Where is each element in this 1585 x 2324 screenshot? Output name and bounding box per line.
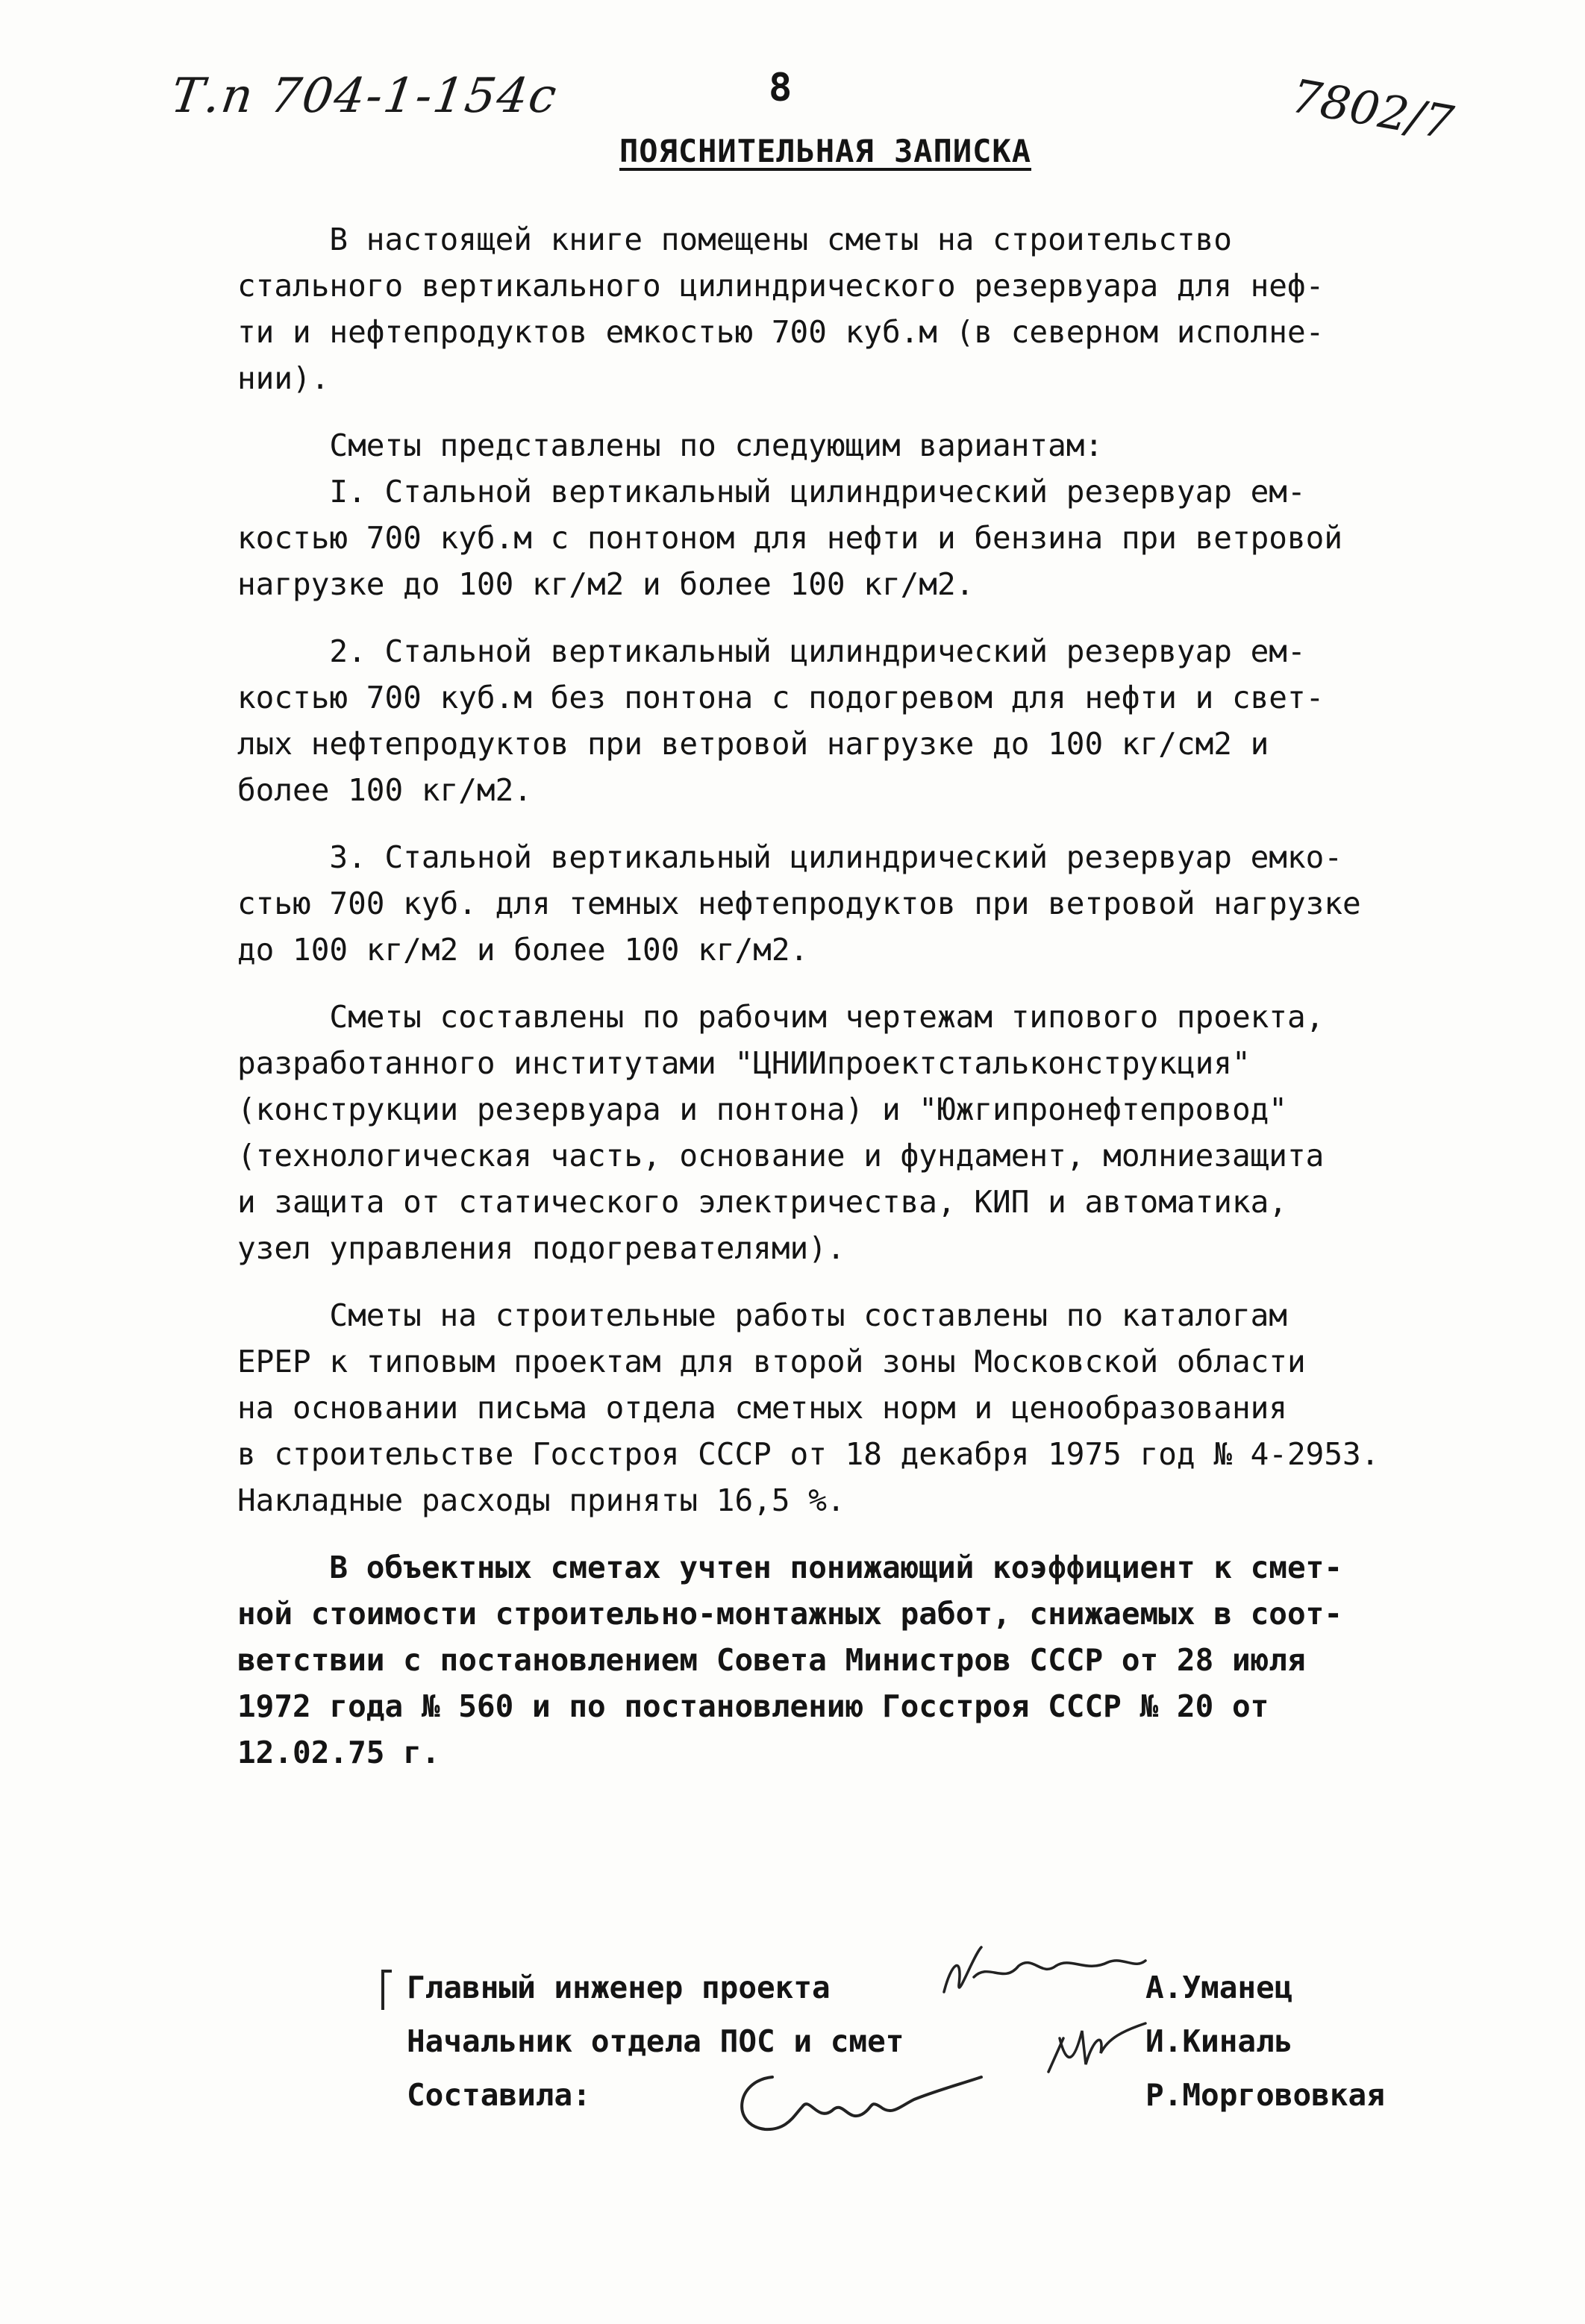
text-line: до 100 кг/м2 и более 100 кг/м2. bbox=[237, 932, 809, 968]
paragraph-variant-2 bbox=[237, 628, 1521, 813]
text-line: В объектных сметах учтен понижающий коэффициент к смет- bbox=[237, 1550, 1343, 1585]
text-line: более 100 кг/м2. bbox=[237, 772, 532, 808]
text-line: ти и нефтепродуктов емкостью 700 куб.м (в северном исполне- bbox=[237, 314, 1325, 350]
text-line: стью 700 куб. для темных нефтепродуктов при ветровой нагрузке bbox=[237, 886, 1361, 921]
signature-block bbox=[392, 1962, 1511, 2123]
text-line: в строительстве Госстроя СССР от 18 декабря 1975 год № 4-2953. bbox=[237, 1436, 1380, 1472]
text-line: Сметы составлены по рабочим чертежам типового проекта, bbox=[237, 999, 1325, 1035]
text-line: на основании письма отдела сметных норм и ценообразования bbox=[237, 1390, 1287, 1426]
text-line: 1972 года № 560 и по постановлению Госстроя СССР № 20 от bbox=[237, 1688, 1269, 1724]
text-line: (технологическая часть, основание и фундамент, молниезащита bbox=[237, 1138, 1325, 1174]
text-line: 12.02.75 г. bbox=[237, 1735, 440, 1770]
signatory-name: А.Уманец bbox=[1145, 1970, 1293, 2005]
signatory-role: Главный инженер проекта bbox=[407, 1970, 831, 2005]
page-number: 8 bbox=[769, 66, 792, 110]
explanatory-note-body bbox=[237, 216, 1521, 1776]
text-line: I. Стальной вертикальный цилиндрический резервуар ем- bbox=[237, 474, 1306, 510]
signatory-name: Р.Моргововкая bbox=[1145, 2077, 1385, 2113]
text-line: лых нефтепродуктов при ветровой нагрузке до 100 кг/см2 и bbox=[237, 726, 1269, 762]
text-line: (конструкции резервуара и понтона) и "Южгипронефтепровод" bbox=[237, 1091, 1287, 1127]
paragraph-variant-3 bbox=[237, 834, 1521, 973]
signature-row-chief-engineer bbox=[392, 1962, 1511, 2016]
handwritten-doc-code: Т.п 704-1-154с bbox=[167, 69, 561, 124]
text-line: 3. Стальной вертикальный цилиндрический резервуар емко- bbox=[237, 839, 1343, 875]
text-line: Сметы на строительные работы составлены по каталогам bbox=[237, 1297, 1287, 1333]
signatory-role: Составила: bbox=[407, 2077, 591, 2113]
text-line: ной стоимости строительно-монтажных работ, снижаемых в соот- bbox=[237, 1596, 1343, 1632]
text-line: ЕРЕР к типовым проектам для второй зоны Московской области bbox=[237, 1344, 1306, 1379]
text-line: узел управления подогревателями). bbox=[237, 1230, 845, 1266]
text-line: костью 700 куб.м с понтоном для нефти и бензина при ветровой bbox=[237, 520, 1343, 556]
document-title: ПОЯСНИТЕЛЬНАЯ ЗАПИСКА bbox=[619, 133, 1032, 169]
paragraph-coefficient bbox=[237, 1544, 1521, 1776]
text-line: костью 700 куб.м без понтона с подогревом для нефти и свет- bbox=[237, 680, 1325, 715]
text-line: и защита от статического электричества, КИП и автоматика, bbox=[237, 1184, 1287, 1220]
handwritten-signature-3 bbox=[720, 2055, 989, 2144]
text-line: В настоящей книге помещены сметы на строительство bbox=[237, 222, 1232, 257]
text-line: разработанного институтами "ЦНИИпроектстальконструкция" bbox=[237, 1045, 1251, 1081]
signatory-role: Начальник отдела ПОС и смет bbox=[407, 2023, 904, 2059]
text-line: нии). bbox=[237, 360, 330, 396]
signature-row-compiler bbox=[392, 2070, 1511, 2123]
text-line: нагрузке до 100 кг/м2 и более 100 кг/м2. bbox=[237, 566, 975, 602]
handwritten-archive-number: 7802/7 bbox=[1287, 68, 1457, 151]
paragraph-variant-1 bbox=[237, 422, 1521, 607]
text-line: ветствии с постановлением Совета Министров СССР от 28 июля bbox=[237, 1642, 1306, 1678]
paragraph-drawings bbox=[237, 994, 1521, 1271]
text-line: стального вертикального цилиндрического резервуара для неф- bbox=[237, 268, 1325, 304]
text-line: Накладные расходы приняты 16,5 %. bbox=[237, 1482, 845, 1518]
paragraph-catalogs bbox=[237, 1292, 1521, 1523]
signatory-name: И.Киналь bbox=[1145, 2023, 1293, 2059]
text-line: 2. Стальной вертикальный цилиндрический резервуар ем- bbox=[237, 633, 1306, 669]
paragraph-intro bbox=[237, 216, 1521, 401]
text-line: Сметы представлены по следующим вариантам: bbox=[237, 427, 1104, 463]
